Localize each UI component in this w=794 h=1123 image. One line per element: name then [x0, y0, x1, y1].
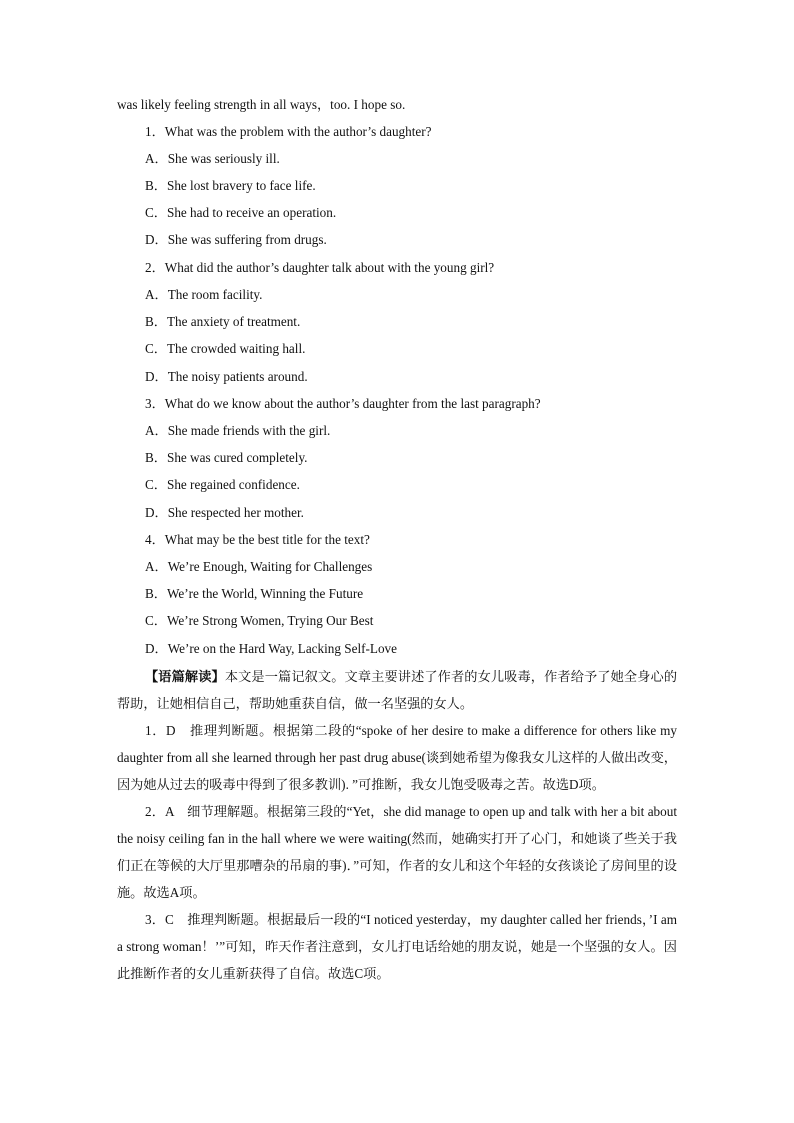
- analysis-tag: 【语篇解读】: [145, 669, 225, 684]
- option-line: A．The room facility.: [145, 287, 263, 302]
- option-line: D．She respected her mother.: [145, 505, 304, 520]
- option-line: D．The noisy patients around.: [145, 369, 308, 384]
- answer-3: 3．C 推理判断题。根据最后一段的“I noticed yesterday，my daughter called her friends，’I am a strong woman！’”可知，昨天作者注意到，女儿打电话给她的朋友说，她是一个坚强的女人。因此推断作者的女儿重新获得了自信。故选C项。: [117, 912, 677, 981]
- option-line: B．We’re the World, Winning the Future: [145, 586, 364, 601]
- analysis-intro-text: 本文是一篇记叙文。文章主要讲述了作者的女儿吸毒，作者给予了她全身心的帮助，让她相信自己，帮助她重获自信，做一名坚强的女人。: [117, 669, 678, 711]
- analysis-intro: [117, 663, 677, 717]
- option-line: C．She regained confidence.: [145, 477, 300, 492]
- question-3: 3．What do we know about the author’s daughter from the last paragraph?: [145, 396, 541, 411]
- option-line: B．The anxiety of treatment.: [145, 314, 301, 329]
- analysis-section: [117, 663, 677, 987]
- option-line: D．She was suffering from drugs.: [145, 232, 327, 247]
- option-line: A．We’re Enough, Waiting for Challenges: [145, 559, 373, 574]
- option-line: C．The crowded waiting hall.: [145, 341, 306, 356]
- option-line: B．She lost bravery to face life.: [145, 178, 316, 193]
- question-2: 2．What did the author’s daughter talk about with the young girl?: [145, 260, 495, 275]
- answer-1: 1．D 推理判断题。根据第二段的“spoke of her desire to make a difference for others like my daughter from all she learned through her past drug abuse(谈到她希望为像我女儿这样的人做出改变，因为她从过去的吸毒中得到了很多教训). ”可推断，我女儿饱受吸毒之苦。故选D项。: [117, 723, 677, 792]
- question-1: 1．What was the problem with the author’s daughter?: [145, 124, 432, 139]
- text-line: was likely feeling strength in all ways，too. I hope so.: [117, 97, 406, 112]
- option-line: B．She was cured completely.: [145, 450, 308, 465]
- option-line: D．We’re on the Hard Way, Lacking Self-Love: [145, 641, 398, 656]
- option-line: C．She had to receive an operation.: [145, 205, 337, 220]
- question-4: 4．What may be the best title for the text?: [145, 532, 370, 547]
- option-line: A．She made friends with the girl.: [145, 423, 331, 438]
- answer-2: 2．A 细节理解题。根据第三段的“Yet，she did manage to open up and talk with her a bit about the noisy ceiling fan in the hall where we were waiting(然而，她确实打开了心门，和她谈了些关于我们正在等候的大厅里那嘈杂的吊扇的事)．”可知，作者的女儿和这个年轻的女孩谈论了房间里的设施。故选A项。: [117, 804, 677, 900]
- option-line: A．She was seriously ill.: [145, 151, 280, 166]
- option-line: C．We’re Strong Women, Trying Our Best: [145, 613, 374, 628]
